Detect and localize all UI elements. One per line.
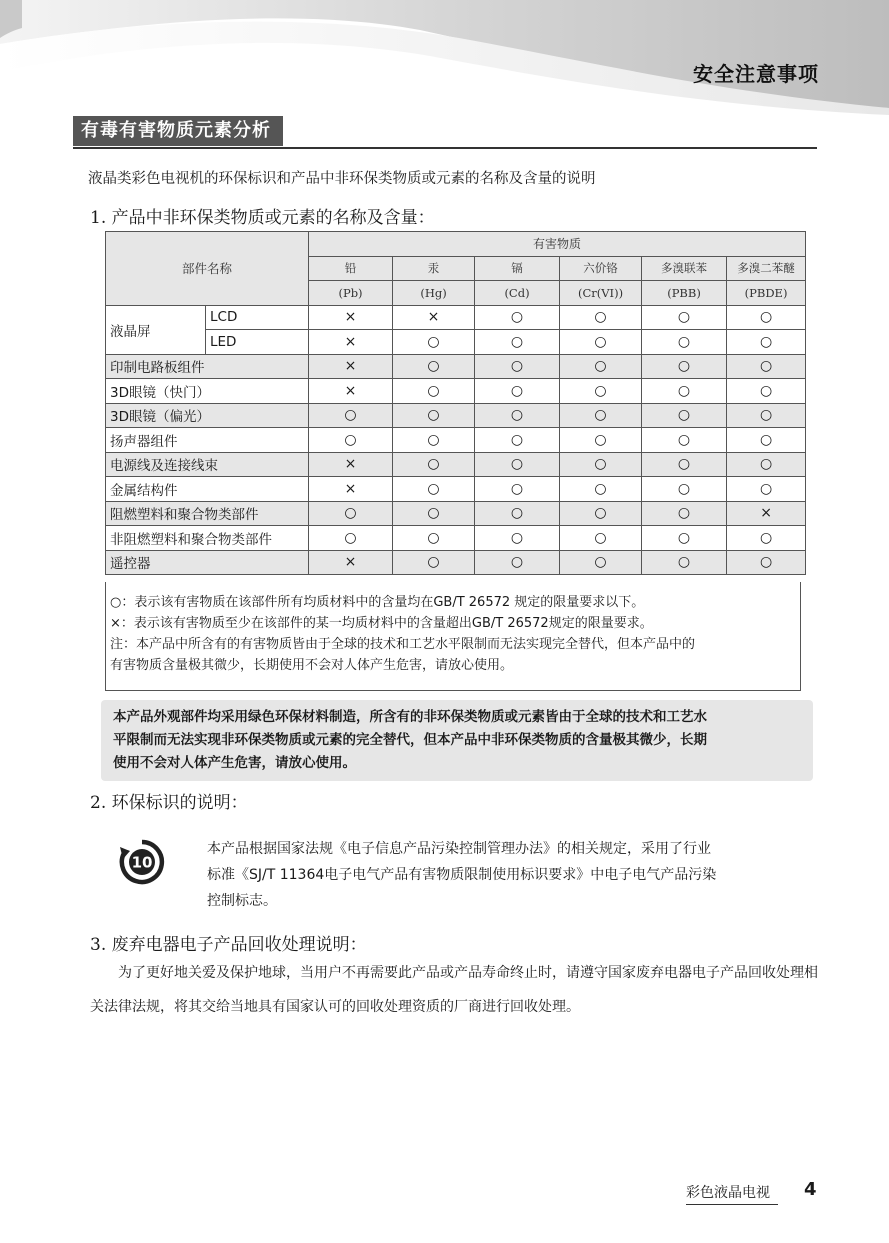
mark-cell: ○	[560, 354, 642, 379]
note-line: 注：本产品中所含有的有害物质皆由于全球的技术和工艺水平限制而无法实现完全替代，但本产品中的	[110, 637, 696, 652]
environment-note-box	[101, 700, 813, 781]
substance-name: 多溴二苯醚	[727, 256, 806, 281]
footer-product-name: 彩色液晶电视	[686, 1185, 770, 1201]
row-name: 印制电路板组件	[106, 354, 309, 379]
note-line: ○：表示该有害物质在该部件所有均质材料中的含量均在GB/T 26572 规定的限量要求以下。	[110, 595, 645, 610]
mark-cell: ○	[727, 379, 806, 404]
intro-text: 液晶类彩色电视机的环保标识和产品中非环保类物质或元素的名称及含量的说明	[88, 171, 596, 187]
mark-cell: ○	[727, 403, 806, 428]
substance-name: 六价铬	[560, 256, 642, 281]
mark-cell: ○	[642, 428, 727, 453]
substance-symbol: (Hg)	[393, 281, 475, 306]
table-row	[106, 526, 806, 551]
mark-cell: ○	[393, 452, 475, 477]
mark-cell: ○	[727, 526, 806, 551]
mark-cell: ×	[309, 354, 393, 379]
mark-cell: ○	[560, 379, 642, 404]
table-row	[106, 305, 806, 330]
mark-cell: ○	[642, 403, 727, 428]
mark-cell: ○	[393, 501, 475, 526]
row-name: 3D眼镜（快门）	[106, 379, 309, 404]
mark-cell: ○	[393, 550, 475, 575]
section-title: 有毒有害物质元素分析	[73, 116, 283, 146]
mark-cell: ○	[642, 550, 727, 575]
heading-eco-label: 2. 环保标识的说明：	[90, 793, 248, 813]
row-name: 3D眼镜（偏光）	[106, 403, 309, 428]
section-divider	[73, 147, 817, 149]
mark-cell: ×	[393, 305, 475, 330]
mark-cell: ○	[475, 330, 560, 355]
mark-cell: ○	[727, 477, 806, 502]
row-name: 非阻燃塑料和聚合物类部件	[106, 526, 309, 551]
substance-symbol: (Cr(VI))	[560, 281, 642, 306]
note-box-line: 使用不会对人体产生危害，请放心使用。	[113, 755, 356, 771]
mark-cell: ○	[642, 330, 727, 355]
substance-name: 多溴联苯	[642, 256, 727, 281]
table-row	[106, 428, 806, 453]
mark-cell: ○	[642, 501, 727, 526]
mark-cell: ○	[560, 526, 642, 551]
mark-cell: ○	[309, 526, 393, 551]
table-row	[106, 330, 806, 355]
mark-cell: ○	[642, 305, 727, 330]
mark-cell: ○	[393, 526, 475, 551]
hazard-header: 有害物质	[309, 232, 806, 257]
mark-cell: ○	[475, 526, 560, 551]
mark-cell: ○	[727, 305, 806, 330]
table-row	[106, 403, 806, 428]
substance-symbol: (Pb)	[309, 281, 393, 306]
mark-cell: ○	[393, 403, 475, 428]
mark-cell: ○	[475, 305, 560, 330]
mark-cell: ○	[475, 403, 560, 428]
mark-cell: ○	[727, 428, 806, 453]
hazard-table	[105, 231, 806, 575]
row-name: LED	[206, 330, 309, 355]
substance-symbol: (PBDE)	[727, 281, 806, 306]
mark-cell: ○	[560, 330, 642, 355]
mark-cell: ○	[393, 379, 475, 404]
mark-cell: ○	[309, 501, 393, 526]
mark-cell: ×	[727, 501, 806, 526]
mark-cell: ○	[475, 379, 560, 404]
mark-cell: ○	[393, 330, 475, 355]
mark-cell: ○	[642, 354, 727, 379]
mark-cell: ×	[309, 550, 393, 575]
mark-cell: ○	[475, 501, 560, 526]
substance-name: 镉	[475, 256, 560, 281]
mark-cell: ○	[475, 550, 560, 575]
substance-symbol: (PBB)	[642, 281, 727, 306]
row-name: 遥控器	[106, 550, 309, 575]
mark-cell: ○	[393, 428, 475, 453]
mark-cell: ○	[393, 354, 475, 379]
table-row	[106, 452, 806, 477]
note-line: ×：表示该有害物质至少在该部件的某一均质材料中的含量超出GB/T 26572规定的限量要求。	[110, 616, 653, 631]
eco-text-line: 标准《SJ/T 11364电子电气产品有害物质限制使用标识要求》中电子电气产品污染	[207, 867, 717, 883]
mark-cell: ○	[309, 428, 393, 453]
footer-divider	[686, 1204, 778, 1205]
row-name: 金属结构件	[106, 477, 309, 502]
mark-cell: ○	[560, 452, 642, 477]
part-name-header: 部件名称	[106, 232, 309, 306]
row-name: LCD	[206, 305, 309, 330]
substance-name: 铅	[309, 256, 393, 281]
mark-cell: ○	[642, 477, 727, 502]
heading-recycle: 3. 废弃电器电子产品回收处理说明：	[90, 935, 367, 955]
mark-cell: ○	[475, 428, 560, 453]
mark-cell: ○	[560, 403, 642, 428]
row-name: 阻燃塑料和聚合物类部件	[106, 501, 309, 526]
mark-cell: ×	[309, 477, 393, 502]
pollution-control-logo	[118, 838, 166, 886]
mark-cell: ×	[309, 305, 393, 330]
mark-cell: ○	[475, 354, 560, 379]
substance-name: 汞	[393, 256, 475, 281]
mark-cell: ○	[560, 501, 642, 526]
eco-label-description	[207, 836, 817, 914]
mark-cell: ○	[642, 452, 727, 477]
mark-cell: ×	[309, 379, 393, 404]
row-name: 扬声器组件	[106, 428, 309, 453]
mark-cell: ○	[560, 428, 642, 453]
logo-number: 10	[131, 853, 153, 872]
mark-cell: ×	[309, 330, 393, 355]
table-row	[106, 550, 806, 575]
eco-text-line: 控制标志。	[207, 893, 277, 909]
mark-cell: ○	[727, 354, 806, 379]
recycle-text: 为了更好地关爱及保护地球，当用户不再需要此产品或产品寿命终止时，请遵守国家废弃电器电子产品回收处理相关法律法规，将其交给当地具有国家认可的回收处理资质的厂商进行回收处理。	[90, 965, 818, 1015]
table-notes	[105, 582, 801, 691]
eco-recycle-icon	[118, 838, 166, 886]
mark-cell: ○	[560, 305, 642, 330]
mark-cell: ○	[393, 477, 475, 502]
mark-cell: ○	[560, 550, 642, 575]
table-row	[106, 501, 806, 526]
mark-cell: ○	[727, 330, 806, 355]
note-line: 有害物质含量极其微少，长期使用不会对人体产生危害，请放心使用。	[110, 658, 514, 673]
table-row	[106, 379, 806, 404]
table-row	[106, 354, 806, 379]
note-box-line: 平限制而无法实现非环保类物质或元素的完全替代，但本产品中非环保类物质的含量极其微少，长期	[113, 732, 707, 748]
mark-cell: ○	[642, 526, 727, 551]
mark-cell: ○	[727, 550, 806, 575]
mark-cell: ○	[642, 379, 727, 404]
mark-cell: ○	[475, 452, 560, 477]
substance-symbol: (Cd)	[475, 281, 560, 306]
table-row	[106, 477, 806, 502]
mark-cell: ○	[727, 452, 806, 477]
row-name: 电源线及连接线束	[106, 452, 309, 477]
eco-text-line: 本产品根据国家法规《电子信息产品污染控制管理办法》的相关规定，采用了行业	[207, 841, 711, 857]
mark-cell: ○	[475, 477, 560, 502]
mark-cell: ○	[309, 403, 393, 428]
mark-cell: ○	[560, 477, 642, 502]
lcd-group-label: 液晶屏	[106, 305, 206, 354]
mark-cell: ×	[309, 452, 393, 477]
page-title: 安全注意事项	[693, 62, 819, 86]
note-box-line: 本产品外观部件均采用绿色环保材料制造，所含有的非环保类物质或元素皆由于全球的技术和工艺水	[113, 709, 707, 725]
heading-substances: 1. 产品中非环保类物质或元素的名称及含量：	[90, 208, 435, 228]
page-number: 4	[804, 1179, 817, 1200]
